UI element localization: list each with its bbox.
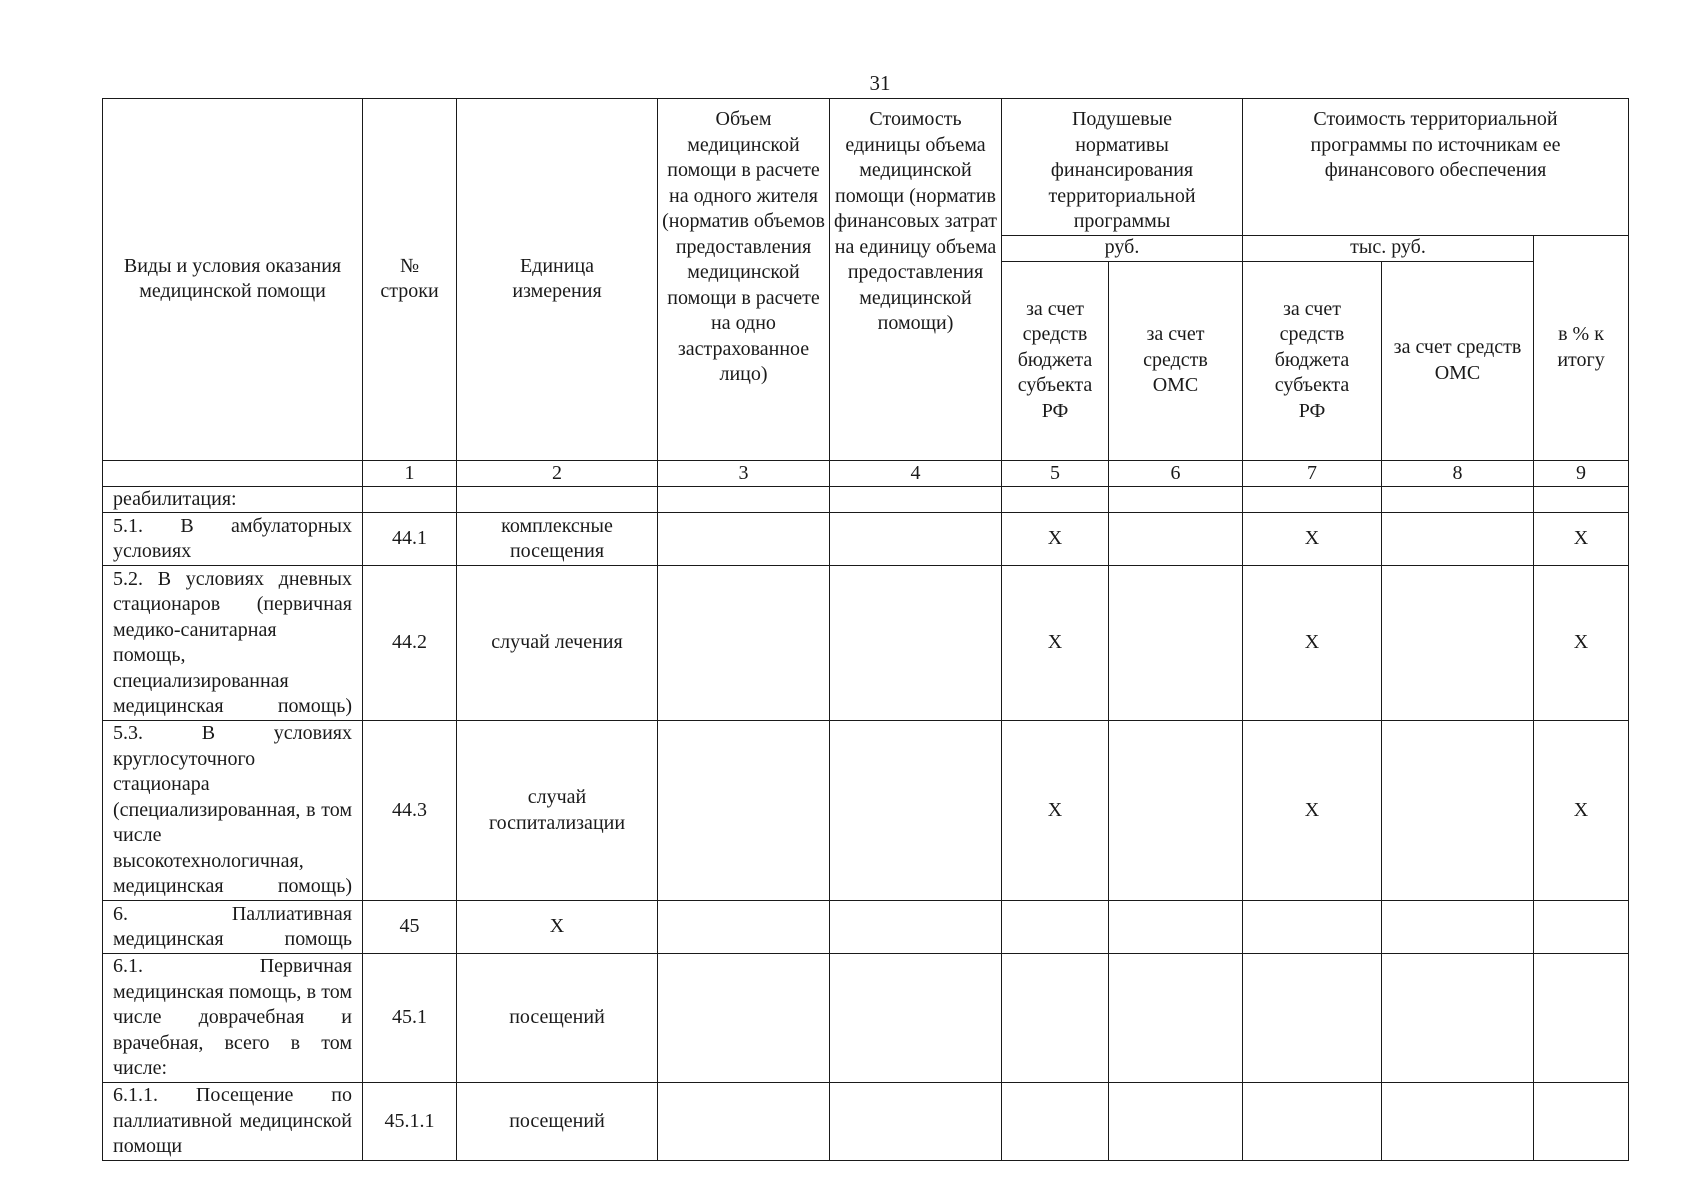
cell-col-6 (1109, 1083, 1243, 1161)
column-number-cell: 3 (658, 460, 830, 486)
cell-col-4 (830, 721, 1002, 901)
row-unit: посещений (457, 1083, 658, 1161)
cell-col-7 (1243, 954, 1382, 1083)
cell-col-3 (658, 566, 830, 721)
row-unit: случай лечения (457, 566, 658, 721)
cell-col-3 (658, 954, 830, 1083)
row-number (363, 486, 457, 513)
header-volume: Объем медицинской помощи в расчете на одного жителя (норматив объемов предоставления медицинской помощи в расчете на одно застрахованное лицо) (658, 99, 830, 461)
column-number-row (103, 460, 1629, 486)
cell-col-4 (830, 566, 1002, 721)
row-number: 45.1 (363, 954, 457, 1083)
cell-col-4 (830, 954, 1002, 1083)
table-row (103, 1083, 1629, 1161)
column-number-cell: 1 (363, 460, 457, 486)
row-number: 44.1 (363, 513, 457, 566)
cell-col-8 (1382, 954, 1534, 1083)
cell-col-5 (1002, 1083, 1109, 1161)
cell-col-9 (1534, 901, 1629, 954)
cell-col-9 (1534, 1083, 1629, 1161)
cell-col-5: X (1002, 566, 1109, 721)
cell-col-5 (1002, 901, 1109, 954)
column-number-cell: 5 (1002, 460, 1109, 486)
table-row (103, 901, 1629, 954)
cell-col-4 (830, 513, 1002, 566)
cell-col-6 (1109, 566, 1243, 721)
table-row (103, 486, 1629, 513)
cell-col-7: X (1243, 721, 1382, 901)
table-row (103, 566, 1629, 721)
cell-col-4 (830, 486, 1002, 513)
financing-table (102, 98, 1629, 1161)
row-description: 6. Паллиативная медицинская помощь (103, 901, 363, 954)
column-number-cell: 7 (1243, 460, 1382, 486)
cell-col-9: X (1534, 566, 1629, 721)
cell-col-6 (1109, 901, 1243, 954)
cell-col-7: X (1243, 566, 1382, 721)
header-row-1 (103, 99, 1629, 236)
row-description: 5.1. В амбулаторных условиях (103, 513, 363, 566)
row-unit (457, 486, 658, 513)
cell-col-8 (1382, 486, 1534, 513)
row-number: 44.2 (363, 566, 457, 721)
cell-col-5 (1002, 486, 1109, 513)
header-percent: в % к итогу (1534, 235, 1629, 460)
cell-col-8 (1382, 901, 1534, 954)
header-per-capita-group: Подушевые нормативы финансирования территориальной программы (1002, 99, 1243, 236)
cell-col-3 (658, 901, 830, 954)
row-number: 45 (363, 901, 457, 954)
cell-col-7: X (1243, 513, 1382, 566)
table-row (103, 513, 1629, 566)
cell-col-5: X (1002, 721, 1109, 901)
cell-col-3 (658, 513, 830, 566)
cell-col-9: X (1534, 721, 1629, 901)
cell-col-6 (1109, 954, 1243, 1083)
page-number: 31 (869, 71, 891, 95)
cell-col-4 (830, 1083, 1002, 1161)
cell-col-9 (1534, 954, 1629, 1083)
column-number-cell: 4 (830, 460, 1002, 486)
header-budget-7: за счет средств бюджета субъекта РФ (1243, 261, 1382, 460)
header-oms-6: за счет средств ОМС (1109, 261, 1243, 460)
cell-col-8 (1382, 1083, 1534, 1161)
cell-col-9: X (1534, 513, 1629, 566)
column-number-cell: 6 (1109, 460, 1243, 486)
row-description: 6.1. Первичная медицинская помощь, в том числе доврачебная и врачебная, всего в том числе: (103, 954, 363, 1083)
column-number-cell: 8 (1382, 460, 1534, 486)
cell-col-3 (658, 1083, 830, 1161)
cell-col-8 (1382, 721, 1534, 901)
cell-col-8 (1382, 513, 1534, 566)
table-row (103, 954, 1629, 1083)
cell-col-7 (1243, 1083, 1382, 1161)
cell-col-5 (1002, 954, 1109, 1083)
row-unit: случай госпитализации (457, 721, 658, 901)
row-description: 5.3. В условиях круглосуточного стационара (специализированная, в том числе высокотехнологичная, медицинская помощь) (103, 721, 363, 901)
header-row-number: № строки (363, 99, 457, 461)
header-total-cost-group: Стоимость территориальной программы по источникам ее финансового обеспечения (1243, 99, 1629, 236)
row-description: реабилитация: (103, 486, 363, 513)
column-number-cell (103, 460, 363, 486)
column-number-cell: 9 (1534, 460, 1629, 486)
row-description: 6.1.1. Посещение по паллиативной медицинской помощи (103, 1083, 363, 1161)
cell-col-7 (1243, 901, 1382, 954)
cell-col-6 (1109, 721, 1243, 901)
cell-col-9 (1534, 486, 1629, 513)
header-unit-thousand-rub: тыс. руб. (1243, 235, 1534, 261)
cell-col-5: X (1002, 513, 1109, 566)
cell-col-6 (1109, 486, 1243, 513)
header-budget-5: за счет средств бюджета субъекта РФ (1002, 261, 1109, 460)
header-unit-cost: Стоимость единицы объема медицинской помощи (норматив финансовых затрат на единицу объема предоставления медицинской помощи) (830, 99, 1002, 461)
cell-col-3 (658, 721, 830, 901)
column-number-cell: 2 (457, 460, 658, 486)
cell-col-6 (1109, 513, 1243, 566)
row-unit: посещений (457, 954, 658, 1083)
row-unit: X (457, 901, 658, 954)
row-number: 44.3 (363, 721, 457, 901)
header-unit: Единица измерения (457, 99, 658, 461)
row-description: 5.2. В условиях дневных стационаров (первичная медико-санитарная помощь, специализированная медицинская помощь) (103, 566, 363, 721)
cell-col-3 (658, 486, 830, 513)
row-unit: комплексные посещения (457, 513, 658, 566)
table-row (103, 721, 1629, 901)
header-unit-rub: руб. (1002, 235, 1243, 261)
row-number: 45.1.1 (363, 1083, 457, 1161)
header-oms-8: за счет средств ОМС (1382, 261, 1534, 460)
cell-col-4 (830, 901, 1002, 954)
cell-col-8 (1382, 566, 1534, 721)
cell-col-7 (1243, 486, 1382, 513)
header-types-of-care: Виды и условия оказания медицинской помощи (103, 99, 363, 461)
